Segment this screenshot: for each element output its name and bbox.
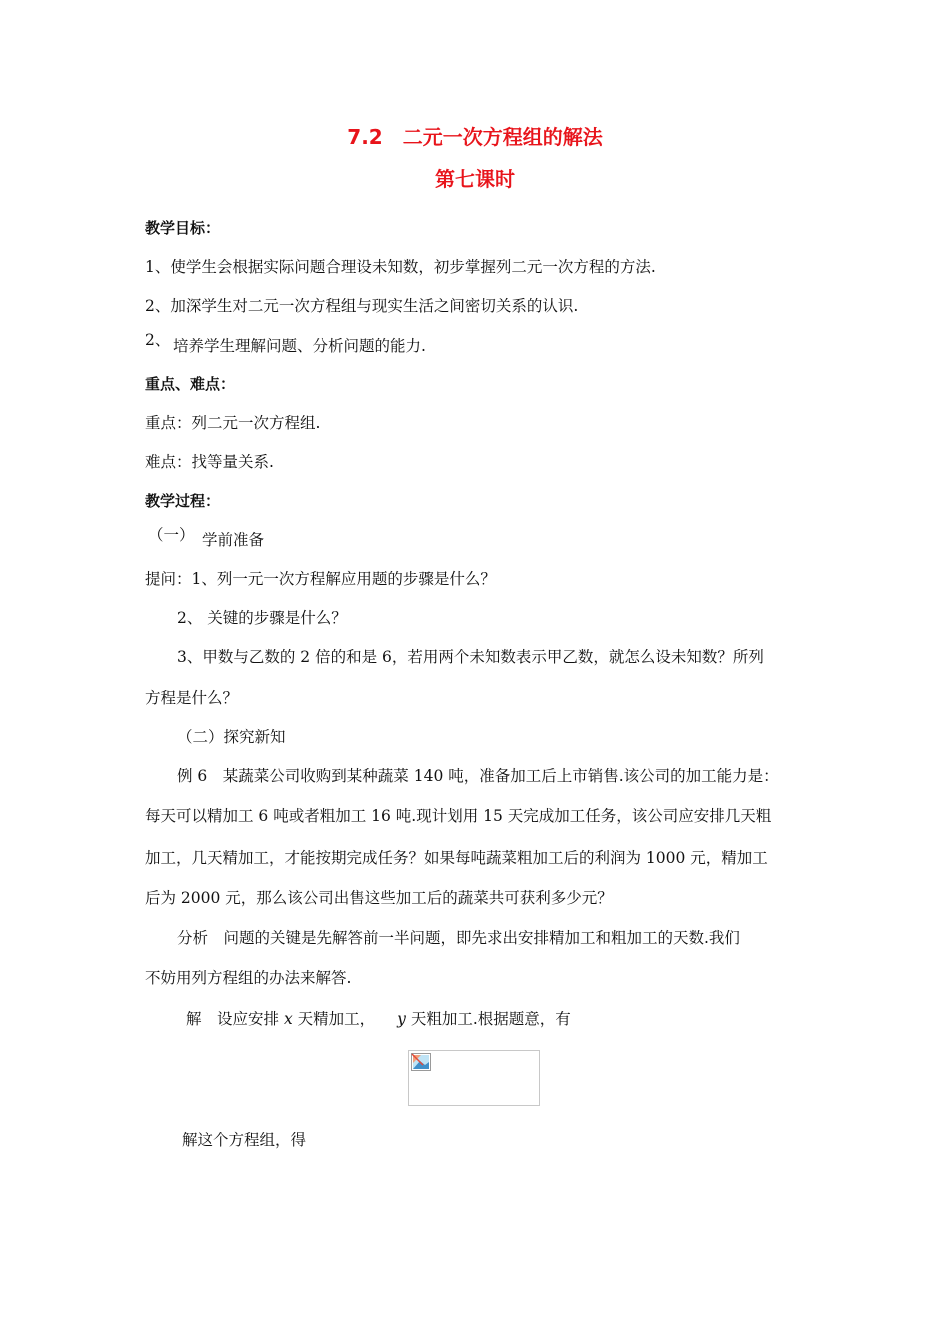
- solution-prefix: 解 设应安排: [186, 1010, 284, 1028]
- part-1-number: （一）: [148, 526, 195, 544]
- objective-3-text: 培养学生理解问题、分析问题的能力.: [173, 337, 426, 355]
- question-1: 提问：1、列一元一次方程解应用题的步骤是什么？: [145, 570, 496, 588]
- objective-3-number: 2、: [145, 331, 171, 349]
- analysis-line-2: 不妨用列方程组的办法来解答.: [145, 969, 352, 987]
- broken-image-icon: [411, 1053, 431, 1071]
- equation-image-placeholder: [408, 1050, 540, 1106]
- key-point: 重点：列二元一次方程组.: [145, 414, 321, 432]
- title-line-2: 第七课时: [435, 167, 515, 191]
- process-heading: 教学过程：: [145, 492, 221, 510]
- question-2: 2、 关键的步骤是什么？: [177, 609, 347, 627]
- solution-suffix: 天粗加工.根据题意，有: [405, 1010, 571, 1028]
- question-3-line-1: 3、甲数与乙数的 2 倍的和是 6，若用两个未知数表示甲乙数，就怎么设未知数？所列: [177, 648, 764, 666]
- example-line-1: 例 6 某蔬菜公司收购到某种蔬菜 140 吨，准备加工后上市销售.该公司的加工能力是：: [177, 767, 779, 785]
- variable-y: y: [397, 1010, 406, 1028]
- part-2-title: （二）探究新知: [177, 728, 286, 746]
- objective-2: 2、加深学生对二元一次方程组与现实生活之间密切关系的认识.: [145, 297, 579, 315]
- question-3-line-2: 方程是什么？: [145, 689, 239, 707]
- final-line: 解这个方程组，得: [182, 1131, 307, 1149]
- part-1-title: 学前准备: [202, 531, 265, 549]
- solution-mid: 天精加工，: [292, 1010, 376, 1028]
- objective-1: 1、使学生会根据实际问题合理设未知数，初步掌握列二元一次方程的方法.: [145, 258, 656, 276]
- example-line-3: 加工，几天精加工，才能按期完成任务？如果每吨蔬菜粗加工后的利润为 1000 元，精加工: [145, 849, 768, 867]
- difficulty-point: 难点：找等量关系.: [145, 453, 274, 471]
- example-line-4: 后为 2000 元，那么该公司出售这些加工后的蔬菜共可获利多少元？: [145, 889, 613, 907]
- example-line-2: 每天可以精加工 6 吨或者粗加工 16 吨.现计划用 15 天完成加工任务，该公司应安排几天粗: [145, 807, 772, 825]
- keypoints-heading: 重点、难点：: [145, 375, 236, 393]
- analysis-line-1: 分析 问题的关键是先解答前一半问题，即先求出安排精加工和粗加工的天数.我们: [177, 929, 740, 947]
- solution-line: [186, 1009, 571, 1029]
- variable-x: x: [283, 1010, 293, 1028]
- title-line-1: 7.2 二元一次方程组的解法: [347, 125, 603, 149]
- objectives-heading: 教学目标：: [145, 219, 221, 237]
